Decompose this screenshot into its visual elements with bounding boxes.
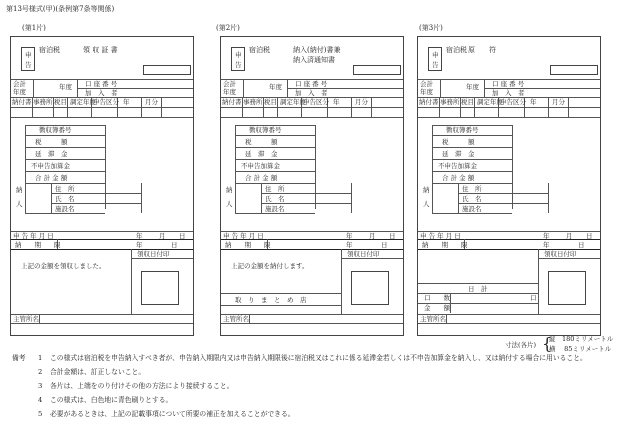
note-number: 3 [38, 382, 43, 390]
account-number-label: 口 座 番 号 [295, 80, 328, 88]
column-header: 年 [530, 98, 537, 106]
rule-line [287, 79, 288, 97]
date-day: 日 [389, 232, 396, 240]
date-year: 年 [346, 232, 353, 240]
form-title: 第13号様式(甲)(条例第7条等関係) [6, 5, 115, 13]
rule-line [221, 305, 341, 306]
column-header: 年 [123, 98, 130, 106]
reference-box [550, 65, 598, 75]
sheet-1 [10, 36, 194, 336]
amount-row-label: 税 額 [35, 138, 68, 146]
rule-line [432, 159, 512, 160]
rule-line [446, 314, 447, 323]
rule-line [67, 97, 68, 107]
rule-line [25, 183, 26, 213]
reference-box [143, 65, 191, 75]
rule-line [418, 107, 600, 108]
payer-label: 納 [226, 186, 233, 194]
rule-line [235, 135, 315, 136]
receipt-message: 上記の金額を納付します。 [231, 262, 309, 270]
rule-line [25, 171, 105, 172]
address-label: 住 所 [265, 185, 285, 193]
rule-line [105, 125, 106, 209]
rule-line [261, 183, 262, 213]
fiscal-year-unit: 年度 [269, 83, 282, 91]
collector-number-label: 徴収簿番号 [39, 126, 72, 134]
date-month: 月 [159, 232, 166, 240]
receipt-stamp-box [141, 271, 179, 305]
rule-line [432, 171, 512, 172]
deadline-day: 日 [171, 241, 178, 249]
rule-line [25, 147, 105, 148]
payer-label: 納 [16, 186, 23, 194]
rule-line [25, 159, 105, 160]
rule-line [51, 183, 52, 213]
column-header: 申告区分 [93, 98, 119, 106]
facility-label: 施設名 [462, 205, 482, 213]
rule-line [460, 107, 461, 117]
column-header: 申告区分 [303, 98, 329, 106]
rule-line [418, 117, 600, 118]
declaration-date-label: 申 告 年 月 日 [223, 232, 264, 240]
stamp-label: 領収日付印 [137, 250, 170, 258]
form-heading-sub: 納入済通知書 [293, 56, 335, 64]
rule-line [432, 183, 433, 213]
rule-line [243, 79, 244, 97]
rule-line [484, 79, 485, 97]
declare-char: 告 [235, 61, 242, 69]
receipt-stamp-box [548, 271, 586, 305]
rule-line [261, 203, 351, 204]
column-header: 税目 [461, 98, 474, 106]
amount-row-label: 合 計 金 額 [35, 174, 68, 182]
officer-label: 主管所名 [13, 315, 39, 323]
rule-line [301, 107, 302, 117]
rule-line [474, 107, 475, 117]
stamp-label: 領収日付印 [544, 250, 577, 258]
date-day: 日 [179, 232, 186, 240]
column-header: 調定年度 [280, 98, 306, 106]
rule-line [432, 183, 512, 184]
notes-label: 備考 [12, 354, 26, 362]
rule-line [235, 213, 315, 214]
amount-row-label: 不申告加算金 [241, 162, 280, 170]
amount-row-label: 延 滞 金 [442, 150, 475, 158]
amount-row-label: 延 滞 金 [245, 150, 278, 158]
rule-line [32, 107, 33, 117]
rule-line [141, 97, 142, 107]
size-label: 寸法(各片) [505, 341, 537, 349]
rule-line [351, 97, 352, 107]
declare-char: 申 [432, 51, 439, 59]
rule-line [77, 79, 78, 97]
rule-line [11, 323, 193, 324]
rule-line [568, 107, 569, 117]
rule-line [235, 147, 315, 148]
rule-line [474, 97, 475, 107]
daily-total-label: 日 計 [468, 285, 488, 293]
officer-label: 主管所名 [420, 315, 446, 323]
rule-line [221, 293, 341, 294]
rule-line [91, 107, 92, 117]
rule-line [221, 107, 403, 108]
deadline-day: 日 [381, 241, 388, 249]
receipt-stamp-box [351, 271, 389, 305]
name-label: 氏 名 [265, 195, 285, 203]
rule-line [263, 107, 264, 117]
sheet-part-label: (第3片) [419, 24, 443, 32]
payer-label: 納 [423, 186, 430, 194]
sheet-2 [220, 36, 404, 336]
date-year: 年 [543, 232, 550, 240]
officer-label: 主管所名 [223, 315, 249, 323]
rule-line [351, 107, 352, 117]
column-header: 納付書 [12, 98, 32, 106]
account-number-label: 口 座 番 号 [85, 80, 118, 88]
tax-name: 宿泊税 [249, 46, 270, 54]
rule-line [67, 107, 68, 117]
column-header: 納付書 [419, 98, 439, 106]
address-label: 住 所 [462, 185, 482, 193]
subscriber-label: 加 入 者 [295, 89, 328, 97]
rule-line [261, 193, 351, 194]
declaration-date-label: 申 告 年 月 日 [13, 232, 54, 240]
column-header: 月分 [145, 98, 158, 106]
column-header: 事務所 [440, 98, 460, 106]
tax-name: 宿泊税 [446, 46, 467, 54]
note-text: 合計金額は、訂正しないこと。 [50, 368, 146, 376]
rule-line [161, 107, 162, 117]
size-brace: { [542, 334, 553, 353]
facility-label: 施設名 [265, 205, 285, 213]
address-label: 住 所 [55, 185, 75, 193]
size-horizontal: 横 85ミリメートル [549, 345, 612, 353]
payer-label: 人 [16, 200, 23, 208]
rule-line [221, 323, 403, 324]
rule-line [235, 159, 315, 160]
declare-char: 告 [432, 61, 439, 69]
column-header: 調定年度 [70, 98, 96, 106]
column-header: 事務所 [243, 98, 263, 106]
payer-label: 人 [226, 200, 233, 208]
subscriber-label: 加 入 者 [492, 89, 525, 97]
deadline-label: 納 期 限 [422, 241, 468, 249]
column-header: 税目 [54, 98, 67, 106]
date-day: 日 [586, 232, 593, 240]
declare-box [428, 47, 442, 71]
rule-line [221, 117, 403, 118]
stamp-label: 領収日付印 [347, 250, 380, 258]
size-vertical: 縦 180ミリメートル [549, 335, 614, 343]
rule-line [418, 283, 538, 284]
rule-line [117, 107, 118, 117]
deadline-year: 年 [136, 241, 143, 249]
deadline-year: 年 [543, 241, 550, 249]
rule-line [33, 79, 34, 97]
rule-line [235, 183, 315, 184]
rule-line [249, 314, 250, 323]
rule-line [512, 125, 513, 209]
payer-label: 人 [423, 200, 430, 208]
sheet-3 [417, 36, 601, 336]
rule-line [25, 213, 105, 214]
declare-char: 告 [25, 61, 32, 69]
amount-row-label: 合 計 金 額 [442, 174, 475, 182]
fiscal-year-label: 年度 [420, 88, 433, 96]
note-number: 4 [38, 396, 43, 404]
rule-line [161, 97, 162, 107]
fiscal-year-unit: 年度 [59, 83, 72, 91]
sheet-part-label: (第2片) [216, 24, 240, 32]
rule-line [418, 323, 600, 324]
rule-line [432, 135, 512, 136]
name-label: 氏 名 [462, 195, 482, 203]
rule-line [568, 97, 569, 107]
rule-line [39, 314, 40, 323]
column-header: 事務所 [33, 98, 53, 106]
rule-line [235, 183, 236, 213]
rule-line [439, 107, 440, 117]
declare-char: 申 [25, 51, 32, 59]
deadline-label: 納 期 限 [15, 241, 61, 249]
rule-line [538, 258, 600, 259]
fiscal-year-label: 会計 [420, 80, 433, 88]
declare-box [21, 47, 35, 71]
collecting-bank-label: 取 り ま と め 店 [235, 296, 307, 304]
rule-line [341, 258, 403, 259]
rule-line [25, 183, 105, 184]
rule-line [53, 107, 54, 117]
note-number: 2 [38, 368, 43, 376]
collector-number-label: 徴収簿番号 [249, 126, 282, 134]
rule-line [371, 97, 372, 107]
rule-line [432, 213, 512, 214]
account-number-label: 口 座 番 号 [492, 80, 525, 88]
note-text: この様式は宿泊税を申告納入すべき者が、申告納入期限内又は申告納入期限後に宿泊税又はこれに係る延滞金若しくは不申告加算金を納入し、又は納付する場合に用いること。 [50, 354, 587, 362]
rule-line [548, 107, 549, 117]
date-month: 月 [566, 232, 573, 240]
rule-line [141, 107, 142, 117]
count-unit: 口 [530, 294, 537, 302]
form-heading: 納入(納付)書兼 [293, 46, 341, 54]
rule-line [277, 107, 278, 117]
amount-row-label: 合 計 金 額 [245, 174, 278, 182]
rule-line [458, 193, 548, 194]
amount-row-label: 不申告加算金 [31, 162, 70, 170]
column-header: 月分 [552, 98, 565, 106]
rule-line [548, 183, 549, 213]
declare-box [231, 47, 245, 71]
reference-box [353, 65, 401, 75]
rule-line [440, 79, 441, 97]
tax-name: 宿泊税 [39, 46, 60, 54]
rule-line [242, 107, 243, 117]
amount-row-label: 税 額 [245, 138, 278, 146]
note-text: 各片は、上端をのり付けその他の方法により接続すること。 [50, 382, 234, 390]
column-header: 申告区分 [500, 98, 526, 106]
column-header: 調定年度 [477, 98, 503, 106]
column-header: 年 [333, 98, 340, 106]
column-header: 月分 [355, 98, 368, 106]
note-number: 1 [38, 354, 43, 362]
rule-line [51, 193, 141, 194]
collector-number-label: 徴収簿番号 [446, 126, 479, 134]
sheet-part-label: (第1片) [22, 24, 46, 32]
amount-row-label: 税 額 [442, 138, 475, 146]
rule-line [498, 107, 499, 117]
note-text: この様式は、白色地に青色刷りとする。 [50, 396, 173, 404]
rule-line [548, 97, 549, 107]
rule-line [524, 107, 525, 117]
note-number: 5 [38, 410, 43, 418]
subscriber-label: 加 入 者 [85, 89, 118, 97]
rule-line [458, 183, 459, 213]
date-year: 年 [136, 232, 143, 240]
rule-line [458, 203, 548, 204]
count-label: 口 数 [424, 294, 450, 302]
fiscal-year-label: 年度 [223, 88, 236, 96]
rule-line [11, 107, 193, 108]
amount-row-label: 延 滞 金 [35, 150, 68, 158]
rule-line [25, 135, 105, 136]
rule-line [315, 125, 316, 209]
rule-line [432, 147, 512, 148]
column-header: 納付書 [222, 98, 242, 106]
rule-line [51, 203, 141, 204]
rule-line [351, 183, 352, 213]
rule-line [327, 107, 328, 117]
facility-label: 施設名 [55, 205, 75, 213]
amount-label: 金 額 [424, 304, 450, 312]
fiscal-year-label: 年度 [13, 88, 26, 96]
form-heading: 原 符 [468, 46, 496, 54]
rule-line [141, 183, 142, 213]
date-month: 月 [369, 232, 376, 240]
rule-line [131, 258, 193, 259]
note-text: 必要があるときは、上記の記載事項について所要の補正を加えることができる。 [50, 410, 295, 418]
fiscal-year-label: 会計 [223, 80, 236, 88]
fiscal-year-label: 会計 [13, 80, 26, 88]
fiscal-year-unit: 年度 [466, 83, 479, 91]
rule-line [371, 107, 372, 117]
declaration-date-label: 申 告 年 月 日 [420, 232, 461, 240]
declare-char: 申 [235, 51, 242, 59]
rule-line [235, 171, 315, 172]
rule-line [277, 97, 278, 107]
rule-line [11, 117, 193, 118]
amount-row-label: 不申告加算金 [438, 162, 477, 170]
deadline-year: 年 [346, 241, 353, 249]
deadline-day: 日 [578, 241, 585, 249]
column-header: 税目 [264, 98, 277, 106]
deadline-label: 納 期 限 [225, 241, 271, 249]
name-label: 氏 名 [55, 195, 75, 203]
form-heading: 領 収 証 書 [83, 46, 118, 54]
receipt-message: 上記の金額を領収しました。 [21, 262, 106, 270]
